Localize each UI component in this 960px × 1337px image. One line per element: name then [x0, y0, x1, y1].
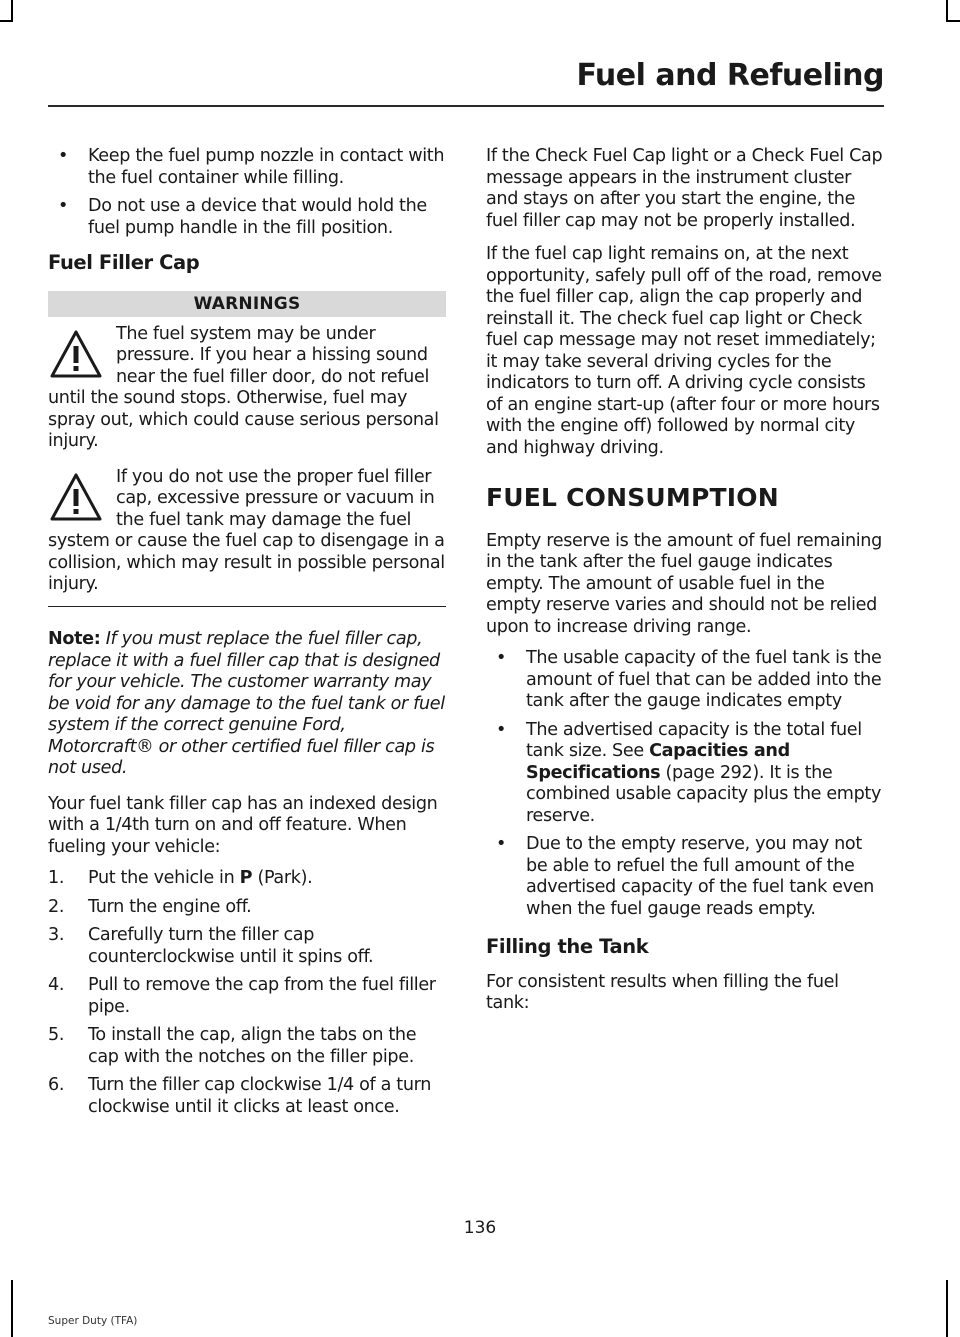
filling-intro-paragraph: For consistent results when filling the fuel tank: [486, 971, 839, 1013]
step-text: Carefully turn the filler cap counterclockwise until it spins off. [88, 925, 374, 967]
bullet-icon: • [496, 648, 507, 668]
bullet-text: Due to the empty reserve, you may not be able to refuel the full amount of the advertised capacity of the fuel tank even when the fuel gauge reads empty. [526, 834, 874, 919]
step-text: Turn the engine off. [88, 896, 252, 917]
step-number: 4. [48, 975, 65, 995]
crop-mark-bottom-left-v [11, 1280, 13, 1337]
bullet-text: Keep the fuel pump nozzle in contact with the fuel container while filling. [88, 146, 445, 188]
park-gear-label: P [239, 868, 253, 888]
bullet-text: The advertised capacity is the total fuel tank size. See [526, 719, 862, 761]
list-item [486, 834, 884, 920]
page-title: Fuel and Refueling [576, 58, 884, 93]
capacities-link[interactable]: Capacities and Specifications [526, 741, 790, 783]
list-item [486, 648, 884, 713]
step-text: Pull to remove the cap from the fuel filler pipe. [88, 975, 436, 1017]
note-paragraph [48, 629, 446, 780]
check-fuel-cap-paragraph: If the Check Fuel Cap light or a Check Fuel Cap message appears in the instrument cluster and stays on after you start the engine, the fuel filler cap may not be properly installed. [486, 146, 883, 231]
warnings-header: WARNINGS [48, 291, 446, 317]
step-number: 3. [48, 925, 65, 945]
step-number: 6. [48, 1075, 65, 1095]
bullet-icon: • [58, 196, 69, 216]
footer-model: Super Duty (TFA) [48, 1315, 138, 1327]
bullet-icon: • [496, 834, 507, 854]
bullet-text: Do not use a device that would hold the fuel pump handle in the fill position. [88, 196, 427, 238]
warning-text: If you do not use the proper fuel filler cap, excessive pressure or vacuum in the fuel tank may damage the fuel system or cause the fuel cap to disengage in a collision, which may result in possible personal injury. [48, 466, 445, 594]
right-column [486, 146, 884, 1015]
list-item [48, 925, 446, 968]
list-item [48, 868, 446, 890]
section-heading-fuel-consumption: FUEL CONSUMPTION [486, 483, 779, 512]
warning-text: The fuel system may be under pressure. If you hear a hissing sound near the fuel filler door, do not refuel until the sound stops. Otherwise, fuel may spray out, which could cause serious personal injury. [48, 323, 439, 451]
crop-mark-top-left-v [11, 0, 13, 22]
warnings-divider [48, 606, 446, 608]
fuel-cap-light-paragraph: If the fuel cap light remains on, at the next opportunity, safely pull off of the road, remove the fuel filler cap, align the cap properly and reinstall it. The check fuel cap light or Check fuel cap message may not reset immediately; it may take several driving cycles for the indicators to turn off. A driving cycle consists of an engine start-up (after four or more hours with the engine off) followed by normal city and highway driving. [486, 244, 882, 458]
crop-mark-top-right-h [946, 20, 960, 22]
warning-triangle-icon [48, 469, 104, 529]
warning-item [48, 467, 446, 596]
step-text: To install the cap, align the tabs on the cap with the notches on the filler pipe. [88, 1025, 417, 1067]
left-column [48, 146, 446, 1125]
step-number: 1. [48, 868, 65, 888]
list-item [486, 720, 884, 828]
right-bullet-list [486, 648, 884, 920]
bullet-icon: • [496, 719, 507, 740]
crop-mark-bottom-right-v [946, 1280, 948, 1337]
crop-mark-top-left-h [0, 20, 13, 22]
list-item [48, 897, 446, 919]
bullet-icon: • [58, 146, 69, 166]
intro-paragraph: Your fuel tank filler cap has an indexed design with a 1/4th turn on and off feature. When fueling your vehicle: [48, 793, 438, 857]
bullet-text: The usable capacity of the fuel tank is the amount of fuel that can be added into the tank after the gauge indicates empty [526, 648, 882, 711]
step-text: Put the vehicle in [88, 868, 235, 888]
list-item [48, 196, 446, 239]
empty-reserve-paragraph: Empty reserve is the amount of fuel remaining in the tank after the fuel gauge indicates empty. The amount of usable fuel in the empty reserve varies and should not be relied upon to increase driving range. [486, 530, 882, 637]
bullet-text: (page 292). It is the combined usable capacity plus the empty reserve. [526, 762, 882, 826]
left-bullet-list [48, 146, 446, 239]
warning-triangle-icon [48, 326, 104, 386]
warning-item [48, 324, 446, 453]
list-item [48, 146, 446, 189]
page-number: 136 [463, 1218, 497, 1238]
list-item [48, 975, 446, 1018]
list-item [48, 1025, 446, 1068]
note-text: If you must replace the fuel filler cap, replace it with a fuel filler cap that is designed for your vehicle. The customer warranty may be void for any damage to the fuel tank or fuel system if the correct genuine Ford, Motorcraft® or other certified fuel filler cap is not used. [48, 629, 445, 778]
step-number: 2. [48, 896, 65, 917]
list-item [48, 1075, 446, 1118]
header-divider [48, 105, 884, 107]
note-label: Note: [48, 629, 101, 649]
step-number: 5. [48, 1025, 65, 1045]
step-text: Turn the filler cap clockwise 1/4 of a turn clockwise until it clicks at least once. [88, 1075, 432, 1117]
crop-mark-top-right-v [946, 0, 948, 22]
section-heading-fuel-filler-cap: Fuel Filler Cap [48, 251, 200, 274]
steps-list [48, 868, 446, 1118]
step-text: (Park). [257, 868, 313, 888]
subheading-filling-the-tank: Filling the Tank [486, 935, 649, 958]
